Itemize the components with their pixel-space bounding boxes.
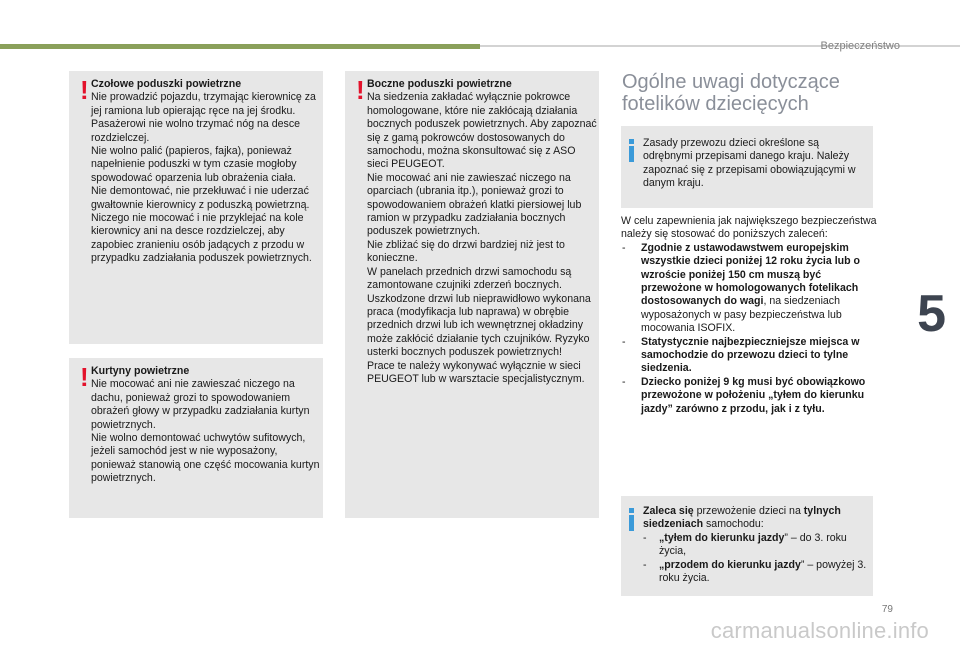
header-accent-bar bbox=[0, 44, 480, 49]
section-label: Bezpieczeństwo bbox=[820, 40, 900, 52]
warning-text bbox=[367, 78, 599, 386]
warning-text bbox=[91, 365, 323, 486]
recommend-text bbox=[643, 505, 869, 585]
warning-icon: ! bbox=[356, 75, 365, 105]
item-bold: „przodem do kierunku jazdy bbox=[659, 558, 801, 571]
watermark: carmanualsonline.info bbox=[710, 618, 929, 643]
warning-box-front-airbags bbox=[69, 71, 323, 344]
list-item bbox=[643, 559, 869, 586]
recommend-lead-bold: Zaleca się bbox=[643, 505, 694, 517]
warning-title: Czołowe poduszki powietrzne bbox=[91, 78, 242, 90]
warning-title: Boczne poduszki powietrzne bbox=[367, 78, 512, 90]
warning-text bbox=[91, 78, 323, 266]
rules-list bbox=[621, 242, 877, 416]
item-text: ” – powyżej 3. roku życia. bbox=[659, 558, 867, 585]
rule-bold: Dziecko poniżej 9 kg musi być obowiązkowo przewożone w położeniu „tyłem do kierunku jazdy” zarówno z przodu, jak i z tyłu. bbox=[641, 375, 866, 415]
recommend-lead bbox=[643, 505, 869, 532]
item-bold: „tyłem do kierunku jazdy bbox=[659, 531, 785, 544]
chapter-number: 5 bbox=[917, 285, 946, 343]
info-icon bbox=[629, 508, 634, 531]
warning-icon: ! bbox=[80, 75, 89, 105]
info-box-regulations bbox=[621, 126, 873, 208]
warning-box-side-airbags bbox=[345, 71, 599, 518]
recommendations bbox=[621, 215, 877, 416]
recommend-lead-text: przewożenie dzieci na bbox=[693, 505, 804, 517]
warning-icon: ! bbox=[80, 362, 89, 392]
rule-bold: Statystycznie najbezpieczniejsze miejsca w samochodzie do przewozu dzieci to tylne siedzenia. bbox=[641, 335, 860, 375]
warning-body: Na siedzenia zakładać wyłącznie pokrowce homologowane, które nie zakłócają działania bocznych poduszek powietrznych. Aby zapoznać się z gamą pokrowców dostosowanych do samochodu, można skonsultować się z ASO sieci PEUGEOT. Nie mocować ani nie zawieszać niczego na oparciach (ubrania itp.), ponieważ grozi to spowodowaniem obrażeń klatki piersiowej lub ramion w przypadku zadziałania bocznych poduszek powietrznych. Nie zbliżać się do drzwi bardziej niż jest to konieczne. W panelach przednich drzwi samochodu są zamontowane czujniki zderzeń bocznych. Uszkodzone drzwi lub nieprawidłowo wykonana praca (modyfikacja lub naprawa) w obrębie przednich drzwi lub ich wewnętrznej okładziny może zakłócić działanie tych czujników. Ryzyko usterki bocznych poduszek powietrznych! Prace te należy wykonywać wyłącznie w sieci PEUGEOT lub w warsztacie specjalistycznym. bbox=[367, 91, 597, 385]
warning-body: Nie prowadzić pojazdu, trzymając kierownicę za jej ramiona lub opierając ręce na jej środku. Pasażerowi nie wolno trzymać nóg na desce rozdzielczej. Nie wolno palić (papieros, fajka), ponieważ napełnienie poduszki w tym czasie mogłoby spowodować oparzenia lub obrażenia ciała. Nie demontować, nie przekłuwać i nie uderzać gwałtownie kierownicy z poduszką powietrzną. Niczego nie mocować i nie przyklejać na kole kierownicy ani na desce rozdzielczej, aby zapobiec zranieniu osób jadących z przodu w przypadku zadziałania poduszek powietrznych. bbox=[91, 91, 316, 265]
warning-box-curtain-airbags bbox=[69, 358, 323, 518]
recommend-lead-text2: samochodu: bbox=[703, 518, 764, 531]
info-icon bbox=[629, 139, 634, 162]
list-item bbox=[621, 242, 877, 336]
list-item bbox=[643, 532, 869, 559]
recommend-lead-bold2: tylnych siedzeniach bbox=[643, 505, 841, 531]
section-heading: Ogólne uwagi dotyczące fotelików dziecięcych bbox=[622, 71, 840, 115]
list-item bbox=[621, 376, 877, 416]
page-number: 79 bbox=[881, 604, 893, 615]
rule-text: , na siedzeniach wyposażonych w pasy bezpieczeństwa lub mocowania ISOFIX. bbox=[641, 295, 842, 335]
info-note: Zasady przewozu dzieci określone są odrębnymi przepisami danego kraju. Należy zapoznać się z przepisami obowiązującymi w danym kraju. bbox=[643, 137, 856, 190]
rule-bold: Zgodnie z ustawodawstwem europejskim wszystkie dzieci poniżej 12 roku życia lub o wzroście poniżej 150 cm muszą być przewożone w homologowanych fotelikach dostosowanych do wagi bbox=[641, 241, 861, 308]
list-item bbox=[621, 336, 877, 376]
warning-body: Nie mocować ani nie zawieszać niczego na dachu, ponieważ grozi to spowodowaniem obrażeń głowy w przypadku zadziałania kurtyn powietrznych. Nie wolno demontować uchwytów sufitowych, jeżeli samochód jest w nie wyposażony, ponieważ stanowią one część mocowania kurtyn powietrznych. bbox=[91, 378, 320, 485]
item-text: ” – do 3. roku życia, bbox=[659, 531, 847, 558]
recommend-list bbox=[643, 532, 869, 586]
info-box-recommendation bbox=[621, 496, 873, 596]
intro-paragraph: W celu zapewnienia jak największego bezpieczeństwa należy się stosować do poniższych zaleceń: bbox=[621, 215, 877, 241]
warning-title: Kurtyny powietrzne bbox=[91, 365, 190, 377]
